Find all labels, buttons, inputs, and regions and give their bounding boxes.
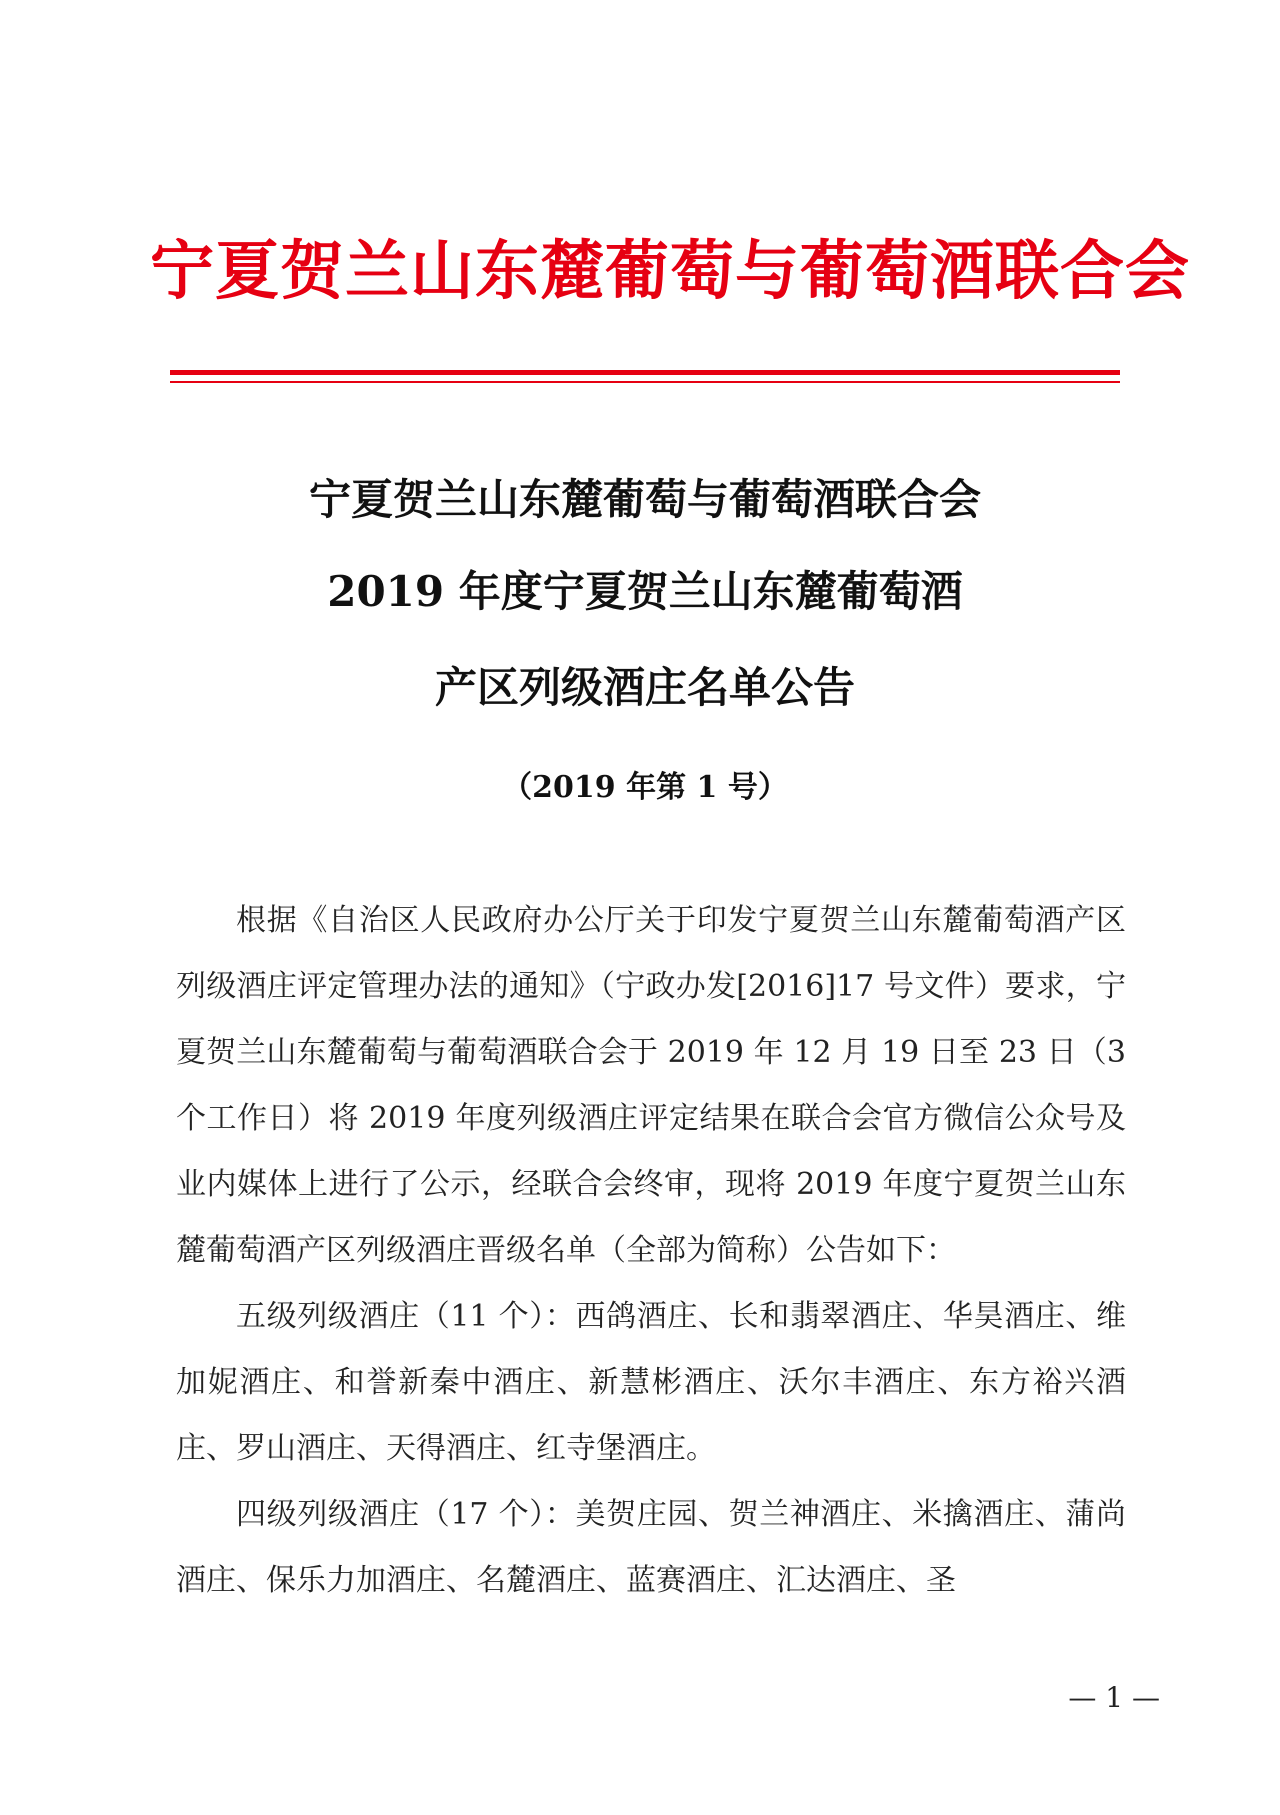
body-paragraph-level5: 五级列级酒庄（11 个）：西鸽酒庄、长和翡翠酒庄、华昊酒庄、维加妮酒庄、和誉新秦中酒庄、新慧彬酒庄、沃尔丰酒庄、东方裕兴酒庄、罗山酒庄、天得酒庄、红寺堡酒庄。 [176,1299,1126,1466]
announcement-body [176,888,1126,1614]
announcement-title-line1: 宁夏贺兰山东麓葡萄与葡萄酒联合会 [308,475,981,524]
announcement-title-line2: 2019 年度宁夏贺兰山东麓葡萄酒 [327,567,963,616]
letterhead-divider-thin [170,381,1120,383]
letterhead-divider-thick [170,370,1120,375]
announcement-title-line3: 产区列级酒庄名单公告 [434,663,855,712]
page-number: — 1 — [1068,1681,1160,1714]
body-paragraph-intro: 根据《自治区人民政府办公厅关于印发宁夏贺兰山东麓葡萄酒产区列级酒庄评定管理办法的通知》（宁政办发[2016]17 号文件）要求，宁夏贺兰山东麓葡萄与葡萄酒联合会于 2019 年 12 月 19 日至 23 日（3 个工作日）将 2019 年度列级酒庄评定结果在联合会官方微信公众号及业内媒体上进行了公示，经联合会终审，现将 2019 年度宁夏贺兰山东麓葡萄酒产区列级酒庄晋级名单（全部为简称）公告如下： [176,903,1126,1268]
body-paragraph-level4: 四级列级酒庄（17 个）：美贺庄园、贺兰神酒庄、米擒酒庄、蒲尚酒庄、保乐力加酒庄、名麓酒庄、蓝赛酒庄、汇达酒庄、圣 [176,1497,1126,1598]
announcement-doc-number: （2019 年第 1 号） [502,770,788,805]
letterhead-org-name: 宁夏贺兰山东麓葡萄与葡萄酒联合会 [150,234,1190,309]
